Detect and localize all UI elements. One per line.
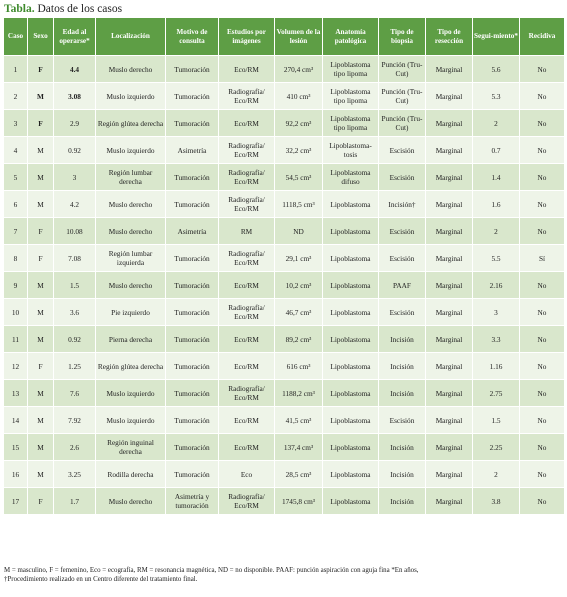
table-cell: 2.75 bbox=[473, 380, 520, 407]
table-cell: F bbox=[28, 488, 54, 515]
table-cell: Tumoración bbox=[166, 407, 219, 434]
table-cell: Muslo izquierdo bbox=[96, 137, 166, 164]
table-cell: Tumoración bbox=[166, 380, 219, 407]
table-cell: Marginal bbox=[426, 83, 473, 110]
table-cell: Marginal bbox=[426, 434, 473, 461]
table-cell: 11 bbox=[4, 326, 28, 353]
table-cell: Radiografía/ Eco/RM bbox=[219, 137, 275, 164]
table-cell: Escisión bbox=[379, 137, 426, 164]
table-cell: 10 bbox=[4, 299, 28, 326]
table-cell: 5.3 bbox=[473, 83, 520, 110]
table-cell: 5.6 bbox=[473, 56, 520, 83]
table-cell: Tumoración bbox=[166, 56, 219, 83]
table-cell: 1.4 bbox=[473, 164, 520, 191]
table-cell: 7.08 bbox=[54, 245, 96, 272]
table-cell: 0.92 bbox=[54, 326, 96, 353]
table-cell: 3 bbox=[4, 110, 28, 137]
table-cell: 14 bbox=[4, 407, 28, 434]
table-cell: Lipoblastoma difuso bbox=[323, 164, 379, 191]
table-cell: F bbox=[28, 110, 54, 137]
table-cell: Incisión bbox=[379, 353, 426, 380]
table-cell: No bbox=[520, 407, 565, 434]
table-cell: 92,2 cm³ bbox=[275, 110, 323, 137]
table-cell: Pierna derecha bbox=[96, 326, 166, 353]
table-cell: 7.6 bbox=[54, 380, 96, 407]
table-cell: Muslo izquierdo bbox=[96, 83, 166, 110]
table-cell: Escisión bbox=[379, 164, 426, 191]
table-cell: Tumoración bbox=[166, 110, 219, 137]
table-cell: 137,4 cm³ bbox=[275, 434, 323, 461]
table-cell: Lipoblastoma bbox=[323, 488, 379, 515]
table-cell: Muslo izquierdo bbox=[96, 407, 166, 434]
table-cell: Lipoblastoma bbox=[323, 407, 379, 434]
table-cell: 1.7 bbox=[54, 488, 96, 515]
table-cell: 29,1 cm³ bbox=[275, 245, 323, 272]
table-cell: No bbox=[520, 110, 565, 137]
table-cell: Escisión bbox=[379, 245, 426, 272]
table-row bbox=[4, 407, 565, 434]
table-cell: Lipoblastoma bbox=[323, 191, 379, 218]
table-cell: Región glútea derecha bbox=[96, 110, 166, 137]
table-cell: 9 bbox=[4, 272, 28, 299]
table-cell: Marginal bbox=[426, 380, 473, 407]
table-cell: 2 bbox=[473, 218, 520, 245]
table-cell: 4.2 bbox=[54, 191, 96, 218]
table-cell: M bbox=[28, 380, 54, 407]
table-cell: PAAF bbox=[379, 272, 426, 299]
table-cell: Marginal bbox=[426, 245, 473, 272]
table-cell: 89,2 cm³ bbox=[275, 326, 323, 353]
table-cell: 1.25 bbox=[54, 353, 96, 380]
table-cell: Marginal bbox=[426, 191, 473, 218]
table-cell: 1.5 bbox=[54, 272, 96, 299]
table-cell: Escisión bbox=[379, 218, 426, 245]
table-header bbox=[4, 18, 565, 56]
table-cell: Asimetría bbox=[166, 218, 219, 245]
table-cell: Radiografía/ Eco/RM bbox=[219, 164, 275, 191]
column-header: Localización bbox=[96, 18, 166, 56]
table-cell: 616 cm³ bbox=[275, 353, 323, 380]
table-cell: Tumoración bbox=[166, 245, 219, 272]
table-cell: M bbox=[28, 137, 54, 164]
table-cell: Lipoblastoma bbox=[323, 353, 379, 380]
column-header: Edad al operarse* bbox=[54, 18, 96, 56]
table-cell: Punción (Tru-Cut) bbox=[379, 110, 426, 137]
footnote-line-1: M = masculino, F = femenino, Eco = ecografía, RM = resonancia magnética, ND = no disponible. PAAF: punción aspiración con aguja fina *En años, bbox=[4, 567, 419, 574]
table-cell: 2.16 bbox=[473, 272, 520, 299]
table-cell: 4 bbox=[4, 137, 28, 164]
table-cell: 17 bbox=[4, 488, 28, 515]
table-row bbox=[4, 353, 565, 380]
table-cell: Eco/RM bbox=[219, 407, 275, 434]
table-cell: 54,5 cm³ bbox=[275, 164, 323, 191]
table-cell: Muslo derecho bbox=[96, 191, 166, 218]
table-cell: 46,7 cm³ bbox=[275, 299, 323, 326]
table-cell: No bbox=[520, 83, 565, 110]
table-cell: Radiografía/ Eco/RM bbox=[219, 245, 275, 272]
table-cell: M bbox=[28, 164, 54, 191]
table-cell: 270,4 cm³ bbox=[275, 56, 323, 83]
table-row bbox=[4, 434, 565, 461]
table-cell: Tumoración bbox=[166, 326, 219, 353]
table-cell: Escisión bbox=[379, 299, 426, 326]
table-cell: 0.7 bbox=[473, 137, 520, 164]
table-cell: Eco/RM bbox=[219, 326, 275, 353]
table-cell: M bbox=[28, 272, 54, 299]
cases-table bbox=[3, 17, 565, 515]
table-cell: 3.8 bbox=[473, 488, 520, 515]
table-row bbox=[4, 110, 565, 137]
table-cell: 10,2 cm³ bbox=[275, 272, 323, 299]
table-cell: 7.92 bbox=[54, 407, 96, 434]
table-cell: Lipoblastoma bbox=[323, 461, 379, 488]
table-cell: Radiografía/ Eco/RM bbox=[219, 299, 275, 326]
table-cell: Eco/RM bbox=[219, 56, 275, 83]
table-cell: 3.3 bbox=[473, 326, 520, 353]
table-cell: Marginal bbox=[426, 353, 473, 380]
table-cell: Lipoblastoma bbox=[323, 380, 379, 407]
table-row bbox=[4, 218, 565, 245]
column-header: Tipo de biopsia bbox=[379, 18, 426, 56]
column-header: Anatomía patológica bbox=[323, 18, 379, 56]
table-cell: Eco/RM bbox=[219, 272, 275, 299]
table-cell: Región glútea derecha bbox=[96, 353, 166, 380]
table-cell: Lipoblastoma bbox=[323, 218, 379, 245]
column-header: Caso bbox=[4, 18, 28, 56]
table-cell: Lipoblastoma bbox=[323, 272, 379, 299]
table-row bbox=[4, 137, 565, 164]
table-row bbox=[4, 245, 565, 272]
table-cell: Tumoración bbox=[166, 461, 219, 488]
table-cell: Muslo izquierdo bbox=[96, 380, 166, 407]
table-cell: 0.92 bbox=[54, 137, 96, 164]
table-cell: 12 bbox=[4, 353, 28, 380]
table-row bbox=[4, 164, 565, 191]
table-cell: No bbox=[520, 218, 565, 245]
table-cell: 1.6 bbox=[473, 191, 520, 218]
table-row bbox=[4, 488, 565, 515]
table-cell: Asimetría bbox=[166, 137, 219, 164]
table-cell: Región lumbar derecha bbox=[96, 164, 166, 191]
table-cell: Región lumbar izquierda bbox=[96, 245, 166, 272]
table-cell: Lipoblastoma bbox=[323, 326, 379, 353]
table-cell: Lipoblastoma bbox=[323, 434, 379, 461]
table-cell: Radiografía/ Eco/RM bbox=[219, 191, 275, 218]
table-cell: Muslo derecho bbox=[96, 488, 166, 515]
table-cell: Marginal bbox=[426, 56, 473, 83]
table-cell: Muslo derecho bbox=[96, 272, 166, 299]
table-cell: 2 bbox=[473, 461, 520, 488]
table-cell: 4.4 bbox=[54, 56, 96, 83]
table-title-text: Datos de los casos bbox=[37, 3, 123, 15]
table-row bbox=[4, 380, 565, 407]
table-cell: F bbox=[28, 218, 54, 245]
column-header: Volumen de la lesión bbox=[275, 18, 323, 56]
table-cell: Rodilla derecha bbox=[96, 461, 166, 488]
table-cell: M bbox=[28, 326, 54, 353]
column-header: Segui-miento* bbox=[473, 18, 520, 56]
table-cell: M bbox=[28, 434, 54, 461]
footnote bbox=[4, 566, 564, 584]
table-cell: 1 bbox=[4, 56, 28, 83]
table-cell: 13 bbox=[4, 380, 28, 407]
table-cell: Marginal bbox=[426, 461, 473, 488]
column-header: Estudios por imágenes bbox=[219, 18, 275, 56]
table-cell: Punción (Tru-Cut) bbox=[379, 56, 426, 83]
table-cell: Lipoblastoma-tosis bbox=[323, 137, 379, 164]
table-title bbox=[4, 2, 122, 16]
table-cell: No bbox=[520, 191, 565, 218]
table-cell: Marginal bbox=[426, 407, 473, 434]
table-cell: F bbox=[28, 56, 54, 83]
table-cell: 15 bbox=[4, 434, 28, 461]
table-cell: Eco/RM bbox=[219, 434, 275, 461]
table-cell: No bbox=[520, 299, 565, 326]
table-cell: Incisión bbox=[379, 380, 426, 407]
table-cell: Tumoración bbox=[166, 353, 219, 380]
table-cell: Radiografía/ Eco/RM bbox=[219, 488, 275, 515]
table-cell: 3 bbox=[54, 164, 96, 191]
table-cell: Tumoración bbox=[166, 272, 219, 299]
table-cell: Radiografía/ Eco/RM bbox=[219, 380, 275, 407]
table-cell: Tumoración bbox=[166, 299, 219, 326]
table-cell: Marginal bbox=[426, 137, 473, 164]
table-cell: 1745,8 cm³ bbox=[275, 488, 323, 515]
table-cell: Sí bbox=[520, 245, 565, 272]
table-cell: Radiografía/ Eco/RM bbox=[219, 83, 275, 110]
table-cell: 3.6 bbox=[54, 299, 96, 326]
table-cell: Marginal bbox=[426, 218, 473, 245]
table-cell: M bbox=[28, 83, 54, 110]
table-cell: No bbox=[520, 164, 565, 191]
header-row bbox=[4, 18, 565, 56]
table-cell: No bbox=[520, 56, 565, 83]
column-header: Motivo de consulta bbox=[166, 18, 219, 56]
table-cell: Tumoración bbox=[166, 434, 219, 461]
table-cell: No bbox=[520, 434, 565, 461]
table-cell: Marginal bbox=[426, 272, 473, 299]
table-row bbox=[4, 461, 565, 488]
table-cell: Incisión bbox=[379, 488, 426, 515]
table-cell: 16 bbox=[4, 461, 28, 488]
table-cell: 5.5 bbox=[473, 245, 520, 272]
table-body bbox=[4, 56, 565, 515]
table-cell: 41,5 cm³ bbox=[275, 407, 323, 434]
table-cell: No bbox=[520, 272, 565, 299]
table-cell: M bbox=[28, 407, 54, 434]
table-cell: 6 bbox=[4, 191, 28, 218]
column-header: Sexo bbox=[28, 18, 54, 56]
table-cell: 2 bbox=[4, 83, 28, 110]
table-cell: ND bbox=[275, 218, 323, 245]
table-row bbox=[4, 272, 565, 299]
table-cell: Tumoración bbox=[166, 191, 219, 218]
table-cell: M bbox=[28, 461, 54, 488]
table-cell: Incisión bbox=[379, 434, 426, 461]
table-cell: 1118,5 cm³ bbox=[275, 191, 323, 218]
table-cell: 1.16 bbox=[473, 353, 520, 380]
table-cell: M bbox=[28, 191, 54, 218]
table-cell: Incisión† bbox=[379, 191, 426, 218]
table-cell: Lipoblastoma tipo lipoma bbox=[323, 110, 379, 137]
table-cell: Eco/RM bbox=[219, 353, 275, 380]
table-cell: Eco/RM bbox=[219, 110, 275, 137]
table-cell: Asimetría y tumoración bbox=[166, 488, 219, 515]
table-cell: Marginal bbox=[426, 326, 473, 353]
table-cell: 10.08 bbox=[54, 218, 96, 245]
table-cell: 8 bbox=[4, 245, 28, 272]
table-cell: Lipoblastoma tipo lipoma bbox=[323, 83, 379, 110]
table-cell: Tumoración bbox=[166, 164, 219, 191]
table-cell: 7 bbox=[4, 218, 28, 245]
table-cell: No bbox=[520, 353, 565, 380]
table-cell: Pie izquierdo bbox=[96, 299, 166, 326]
table-cell: 28,5 cm³ bbox=[275, 461, 323, 488]
table-cell: Marginal bbox=[426, 299, 473, 326]
table-cell: No bbox=[520, 488, 565, 515]
table-cell: F bbox=[28, 353, 54, 380]
table-cell: Lipoblastoma bbox=[323, 299, 379, 326]
column-header: Tipo de resección bbox=[426, 18, 473, 56]
table-cell: RM bbox=[219, 218, 275, 245]
table-cell: 2 bbox=[473, 110, 520, 137]
table-cell: Escisión bbox=[379, 407, 426, 434]
table-row bbox=[4, 56, 565, 83]
table-cell: No bbox=[520, 137, 565, 164]
table-cell: 410 cm³ bbox=[275, 83, 323, 110]
table-cell: No bbox=[520, 380, 565, 407]
table-cell: 3.25 bbox=[54, 461, 96, 488]
table-cell: F bbox=[28, 245, 54, 272]
table-cell: Marginal bbox=[426, 164, 473, 191]
table-cell: 5 bbox=[4, 164, 28, 191]
table-cell: Marginal bbox=[426, 110, 473, 137]
footnote-line-2: †Procedimiento realizado en un Centro diferente del tratamiento final. bbox=[4, 576, 198, 583]
table-cell: 3.08 bbox=[54, 83, 96, 110]
table-cell: 2.6 bbox=[54, 434, 96, 461]
table-cell: 32,2 cm³ bbox=[275, 137, 323, 164]
table-cell: M bbox=[28, 299, 54, 326]
table-cell: Muslo derecho bbox=[96, 218, 166, 245]
table-cell: Marginal bbox=[426, 488, 473, 515]
table-cell: Eco bbox=[219, 461, 275, 488]
table-cell: 1188,2 cm³ bbox=[275, 380, 323, 407]
table-cell: Tumoración bbox=[166, 83, 219, 110]
table-cell: 2.25 bbox=[473, 434, 520, 461]
table-cell: 1.5 bbox=[473, 407, 520, 434]
table-cell: No bbox=[520, 326, 565, 353]
table-cell: Incisión bbox=[379, 461, 426, 488]
table-row bbox=[4, 83, 565, 110]
table-cell: Lipoblastoma tipo lipoma bbox=[323, 56, 379, 83]
table-cell: No bbox=[520, 461, 565, 488]
table-cell: Incisión bbox=[379, 326, 426, 353]
table-row bbox=[4, 191, 565, 218]
table-title-label: Tabla. bbox=[4, 3, 35, 15]
table-cell: Región inguinal derecha bbox=[96, 434, 166, 461]
table-cell: 2.9 bbox=[54, 110, 96, 137]
table-row bbox=[4, 299, 565, 326]
table-row bbox=[4, 326, 565, 353]
table-cell: Muslo derecho bbox=[96, 56, 166, 83]
table-cell: Lipoblastoma bbox=[323, 245, 379, 272]
column-header: Recidiva bbox=[520, 18, 565, 56]
table-cell: Punción (Tru-Cut) bbox=[379, 83, 426, 110]
table-cell: 3 bbox=[473, 299, 520, 326]
